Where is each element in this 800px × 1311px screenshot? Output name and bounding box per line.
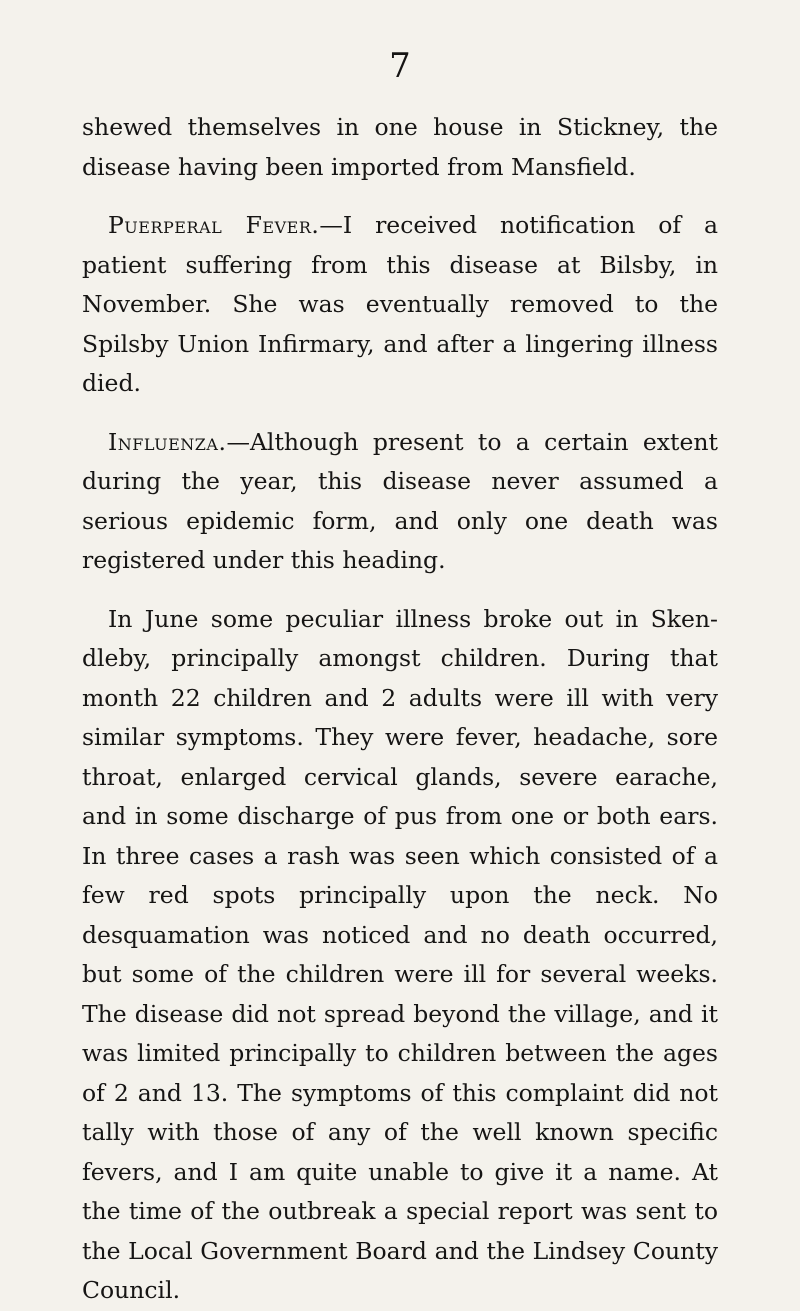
paragraph-influenza — [82, 423, 718, 581]
paragraph-text: —Although present to a certain extent during the year, this disease never assumed a serious epidemic form, and only one death was registered under this heading. — [82, 427, 718, 574]
section-heading-influenza: Influenza. — [108, 427, 227, 456]
paragraph-skendleby-illness — [82, 600, 718, 1311]
section-heading-puerperal-fever: Puerperal Fever. — [108, 211, 320, 239]
paragraph-text: In June some peculiar illness broke out in Skendleby, principally amongst children. During that month 22 children and 2 adults were ill with very similar symptoms. They were fever, headache, sore throat, enlarged cervical glands, severe earache, and in some discharge of pus from one or both ears. In three cases a rash was seen which consisted of a few red spots principally upon the neck. No desquamation was noticed and no death occurred, but some of the children were ill for several weeks. The disease did not spread beyond the village, and it was limited principally to children between the ages of 2 and 13. The symptoms of this complaint did not tally with those of any of the well known specific fevers, and I am quite unable to give it a name. At the time of the outbreak a special report was sent to the Local Government Board and the Lindsey County Council. — [82, 604, 718, 1304]
page-number: 7 — [389, 46, 411, 86]
paragraph-puerperal-fever — [82, 206, 718, 404]
body-text — [82, 108, 718, 1311]
paragraph-text: —I received notification of a patient suffering from this disease at Bilsby, in November. She was eventually removed to the Spilsby Union Infirmary, and after a lingering illness died. — [82, 211, 718, 397]
paragraph-text: shewed themselves in one house in Stickney, the disease having been imported from Mansfield. — [82, 113, 718, 181]
paragraph-continuation — [82, 108, 718, 187]
